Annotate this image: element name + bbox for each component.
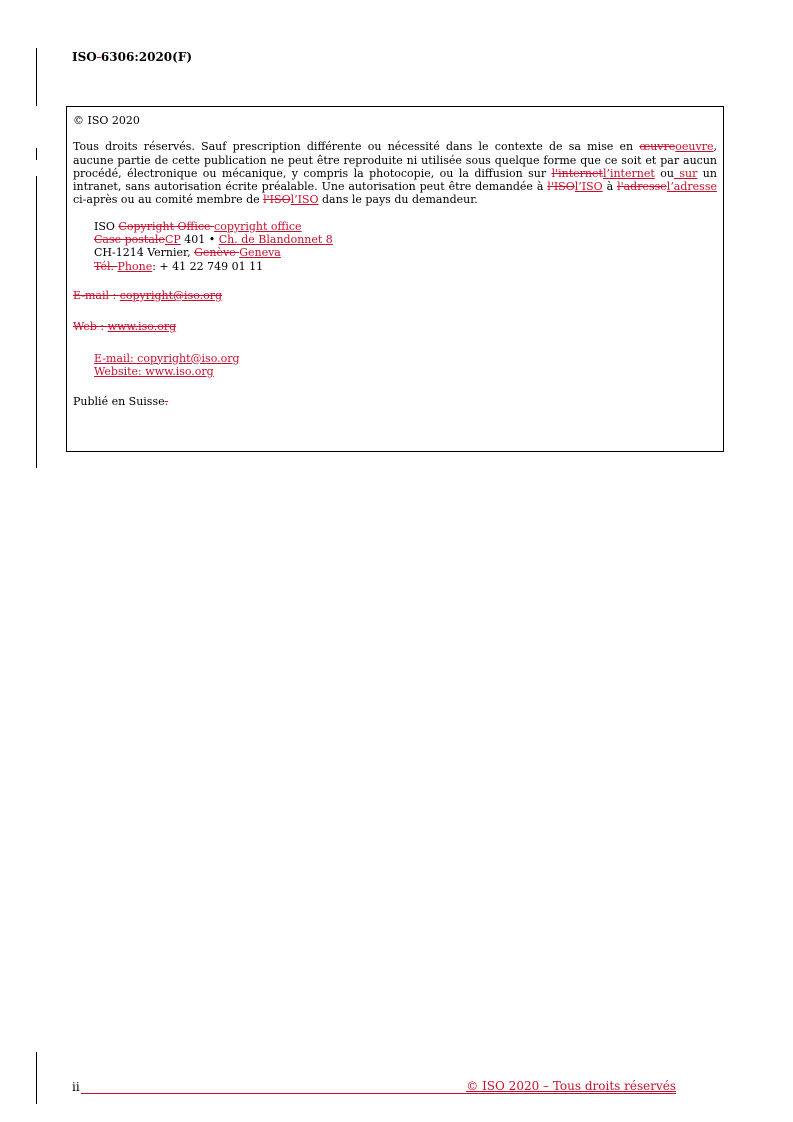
copyright-box (66, 106, 724, 452)
deleted-text: l'adresse (617, 180, 667, 194)
published-text: Publié en Suisse (73, 395, 165, 409)
inserted-text: Geneva (239, 246, 281, 260)
deleted-text: l'ISO (263, 193, 291, 207)
change-bar (36, 48, 37, 106)
old-email-line (73, 289, 717, 302)
inserted-text: oeuvre (675, 140, 714, 154)
body-text: , aucune partie de cette publication ne peut être reproduite ni utilisée sous quelque forme que ce soit et par aucun procédé, électronique ou mécanique, y compris la photocopie, ou la diffusion sur (73, 140, 717, 180)
deleted-email-label: E-mail : (73, 288, 120, 302)
address-text: ISO (94, 219, 119, 233)
change-bar (36, 176, 37, 468)
deleted-email-link[interactable]: copyright@iso.org (119, 288, 223, 302)
address-text: CH-1214 Vernier, (94, 246, 195, 260)
address-text: 401 • (180, 233, 219, 247)
body-text: dans le pays du demandeur. (318, 193, 478, 207)
copyright-line: © ISO 2020 (73, 114, 140, 127)
deleted-text: Copyright Office (118, 219, 215, 233)
inserted-text: copyright office (214, 219, 302, 233)
old-web-line (73, 320, 717, 333)
inserted-text: l’ISO (290, 193, 319, 207)
change-bar (36, 1052, 37, 1104)
address-text: : + 41 22 749 01 11 (152, 259, 264, 273)
page-number: ii (72, 1080, 80, 1094)
page-footer (72, 1080, 676, 1094)
website-link[interactable]: Website: www.iso.org (94, 364, 214, 378)
deleted-text: Tél. (94, 259, 118, 273)
document-header (72, 50, 192, 64)
deleted-text: l'internet (551, 166, 603, 180)
inserted-text: Ch. de Blandonnet 8 (218, 233, 333, 247)
inserted-text: l’internet (602, 166, 655, 180)
footer-rights: © ISO 2020 – Tous droits réservés (466, 1079, 676, 1093)
deleted-web-label: Web : (73, 320, 108, 334)
deleted-text: . (164, 395, 169, 409)
rights-paragraph (73, 140, 717, 206)
deleted-text: Case postale (94, 233, 165, 247)
deleted-text: Genève (194, 246, 240, 260)
change-bar (36, 148, 37, 160)
body-text: ci-après ou au comité membre de (73, 193, 264, 207)
inserted-text: Phone (117, 259, 153, 273)
inserted-text: sur (673, 166, 698, 180)
new-contact-block (73, 352, 717, 379)
address-line-4 (94, 260, 263, 273)
email-link[interactable]: E-mail: copyright@iso.org (94, 351, 240, 365)
footer-rule (81, 1093, 676, 1094)
inserted-text: l’adresse (666, 180, 717, 194)
address-line-2 (94, 233, 333, 246)
inserted-text: CP (164, 233, 181, 247)
header-docnum: 6306:2020(F) (100, 50, 193, 64)
body-text: à (602, 180, 618, 194)
header-iso: ISO (72, 50, 97, 64)
deleted-web-link[interactable]: www.iso.org (107, 320, 177, 334)
published-line (73, 395, 717, 408)
iso-address-block (73, 220, 717, 273)
inserted-text: l’ISO (574, 180, 603, 194)
address-line-1 (94, 220, 302, 233)
body-text: Tous droits réservés. Sauf prescription différente ou nécessité dans le contexte de sa mise en (73, 140, 640, 154)
deleted-text: œuvre (639, 140, 676, 154)
deleted-text: l'ISO (547, 180, 575, 194)
body-text: ou (654, 166, 674, 180)
address-line-3 (94, 246, 281, 259)
body-text: un intranet, sans autorisation écrite préalable. Une autorisation peut être demandée à (73, 166, 717, 194)
